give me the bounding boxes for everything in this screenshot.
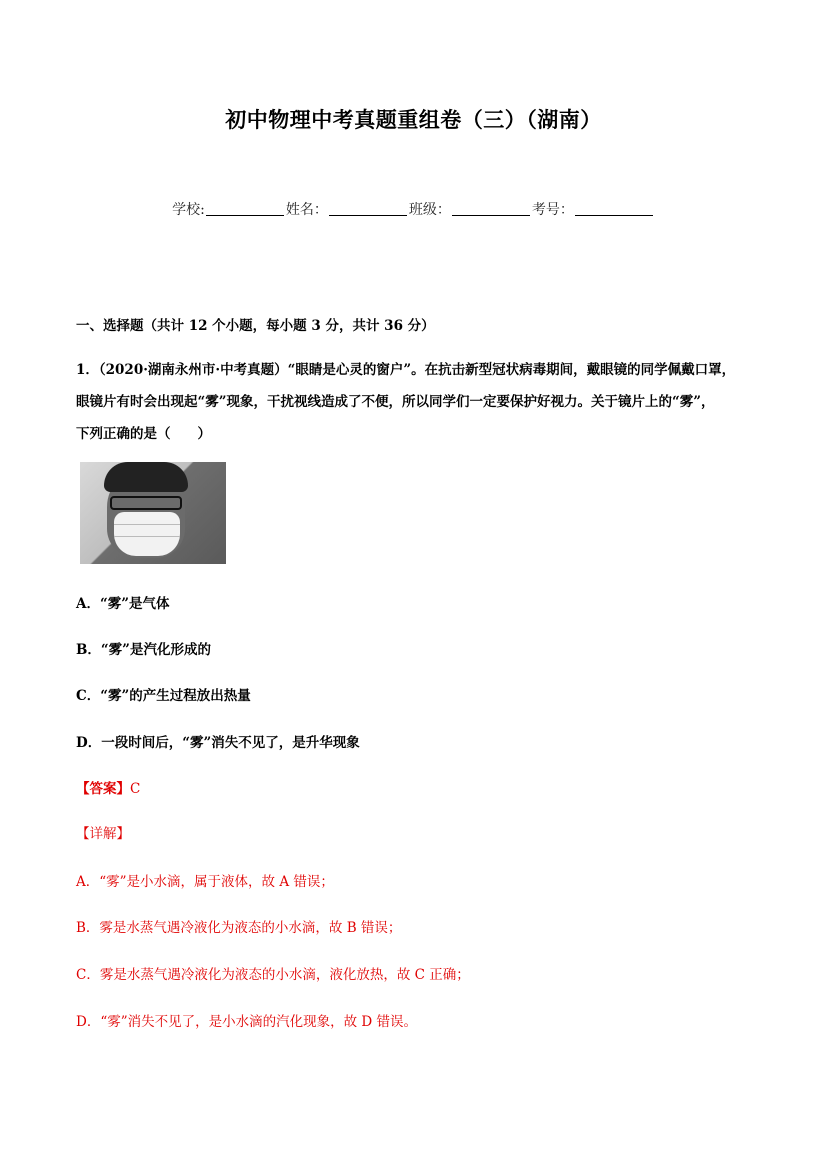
student-info-line [0,199,827,219]
name-label: 姓名： [285,202,328,218]
mask-fold-line [114,524,180,525]
explanation-line-d: D．“雾”消失不见了，是小水滴的汽化现象，故 D 错误。 [76,1014,418,1030]
question-line: 眼镜片有时会出现起“雾”现象，干扰视线造成了不便，所以同学们一定要保护好视力。关于镜片上的“雾”， [76,394,715,410]
option-d: D．一段时间后，“雾”消失不见了，是升华现象 [76,735,360,751]
option-c: C．“雾”的产生过程放出热量 [76,688,251,704]
masked-student-photo [80,462,226,564]
exam-number-blank[interactable] [575,201,653,216]
section-heading: 一、选择题（共计 12 个小题，每小题 3 分，共计 36 分） [76,318,435,334]
mask-fold-line [114,536,180,537]
class-label: 班级： [408,202,451,218]
question-1 [76,354,756,450]
exam-number-label: 考号： [531,202,574,218]
exam-title: 初中物理中考真题重组卷（三）（湖南） [225,108,602,132]
face-mask-icon [114,512,180,556]
detail-heading: 【详解】 [76,826,130,842]
explanation-line-c: C．雾是水蒸气遇冷液化为液态的小水滴，液化放热，故 C 正确； [76,967,470,983]
name-blank[interactable] [329,201,407,216]
school-blank[interactable] [206,201,284,216]
option-b: B．“雾”是汽化形成的 [76,642,211,658]
glasses-icon [110,496,182,510]
class-blank[interactable] [452,201,530,216]
answer-value: C [130,781,141,797]
answer-tag: 【答案】 [76,781,130,797]
explanation-line-a: A．“雾”是小水滴，属于液体，故 A 错误； [76,874,334,890]
answer-line [76,777,140,797]
question-line: 下列正确的是（ ） [76,426,211,442]
photo-hair-shape [104,462,188,492]
option-a: A．“雾”是气体 [76,596,170,612]
school-label: 学校: [172,202,205,218]
explanation-line-b: B．雾是水蒸气遇冷液化为液态的小水滴，故 B 错误； [76,920,402,936]
question-line: 1．（2020·湖南永州市·中考真题）“眼睛是心灵的窗户”。在抗击新型冠状病毒期间，戴眼镜的同学佩戴口罩， [76,362,736,378]
